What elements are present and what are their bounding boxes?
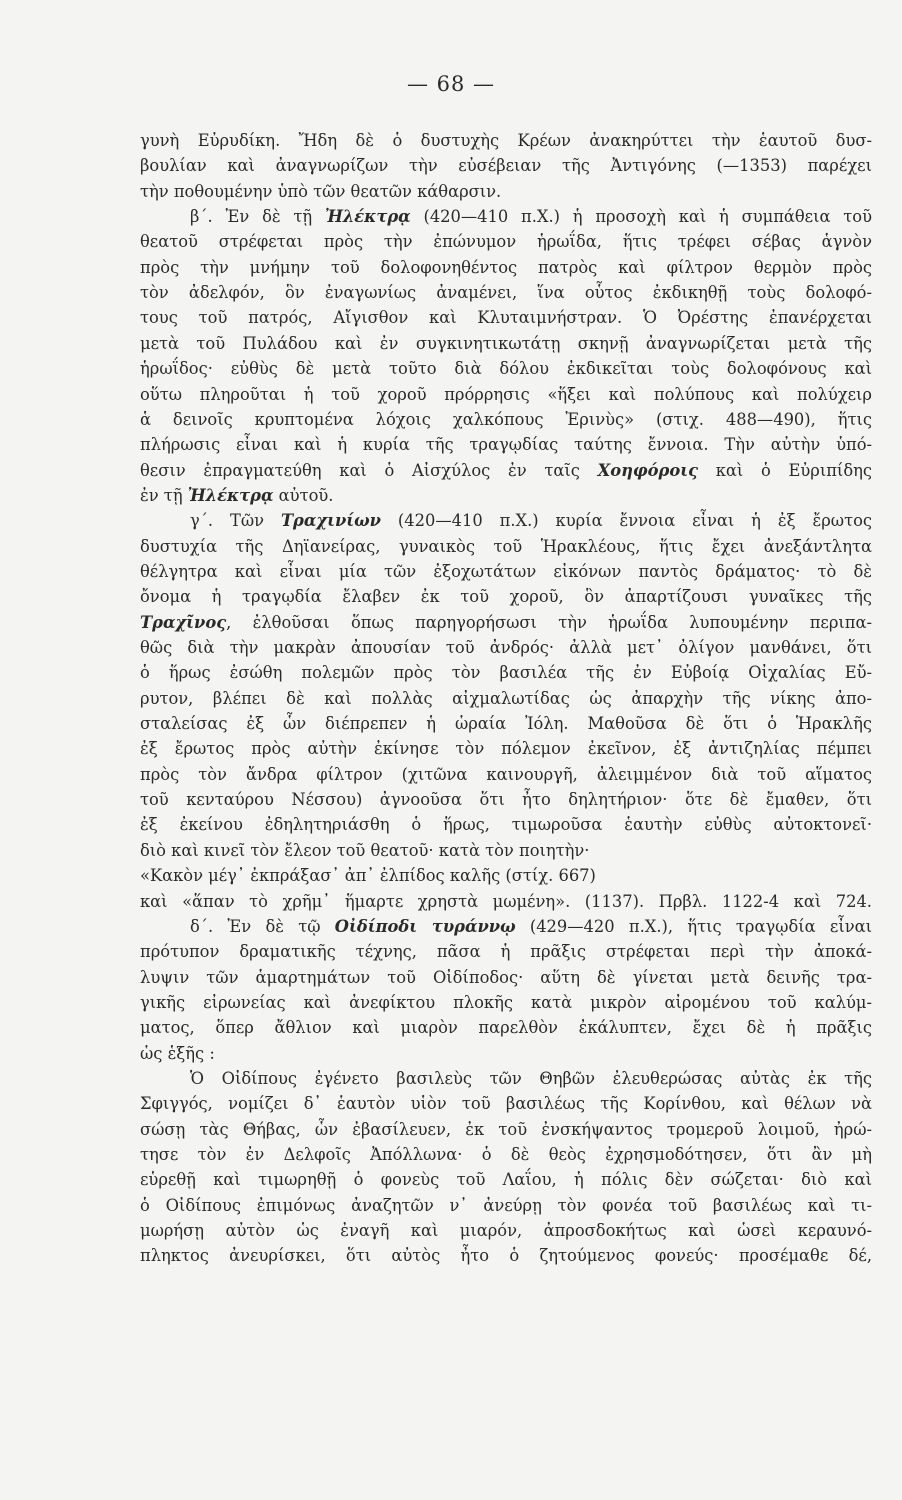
text-line: οὕτω πληροῦται ἡ τοῦ χοροῦ πρόρρησις «ἥξει καὶ πολύπους καὶ πολύχειρ <box>140 384 872 404</box>
text-line: «Κακὸν μέγ᾽ ἐκπράξασ᾽ ἀπ᾽ ἐλπίδος καλῆς (στίχ. 667) <box>140 866 596 886</box>
text-line: ἁ δεινοῖς κρυπτομένα λόχοις χαλκόπους Ἐρινὺς» (στιχ. 488—490), ἥτις <box>140 409 872 429</box>
text-line: δυστυχία τῆς Δηϊανείρας, γυναικὸς τοῦ Ἡρακλέους, ἥτις ἔχει ἀνεξάντλητα <box>140 536 872 556</box>
text-line: πλήρωσις εἶναι καὶ ἡ κυρία τῆς τραγῳδίας ταύτης ἔννοια. Τὴν αὐτὴν ὑπό- <box>140 435 872 455</box>
text-line: ρυτον, βλέπει δὲ καὶ πολλὰς αἰχμαλωτίδας ὡς ἀπαρχὴν τῆς νίκης ἀπο- <box>140 688 872 708</box>
text-line: τοῦ κενταύρου Νέσσου) ἀγνοοῦσα ὅτι ἦτο δηλητήριον· ὅτε δὲ ἔμαθεν, ὅτι <box>140 790 872 810</box>
text-line: θεατοῦ στρέφεται πρὸς τὴν ἐπώνυμον ἡρωΐδα, ἥτις τρέφει σέβας ἁγνὸν <box>140 232 872 252</box>
text-line: Ὁ Οἰδίπους ἐγένετο βασιλεὺς τῶν Θηβῶν ἐλευθερώσας αὐτὰς ἐκ τῆς <box>190 1068 872 1088</box>
text-line: πρότυπον δραματικῆς τέχνης, πᾶσα ἡ πρᾶξις στρέφεται περὶ τὴν ἀποκά- <box>140 942 872 962</box>
text-line: διὸ καὶ κινεῖ τὸν ἔλεον τοῦ θεατοῦ· κατὰ τὸν ποιητὴν· <box>140 840 590 860</box>
text-line: τὸν ἀδελφόν, ὃν ἐναγωνίως ἀναμένει, ἵνα οὗτος ἐκδικηθῇ τοὺς δολοφό- <box>140 283 872 303</box>
text-line: β΄. Ἐν δὲ τῇ Ἠλέκτρᾳ (420—410 π.Χ.) ἡ προσοχὴ καὶ ἡ συμπάθεια τοῦ <box>190 207 872 227</box>
text-line: γ΄. Τῶν Τραχινίων (420—410 π.Χ.) κυρία ἔννοια εἶναι ἡ ἐξ ἔρωτος <box>190 511 872 531</box>
text-line: ἐξ ἔρωτος πρὸς αὐτὴν ἐκίνησε τὸν πόλεμον ἐκεῖνον, ἐξ ἀντιζηλίας πέμπει <box>140 739 872 759</box>
text-line: καὶ «ἅπαν τὸ χρῆμ᾽ ἥμαρτε χρηστὰ μωμένη». (1137). Πρβλ. 1122-4 καὶ 724. <box>140 891 872 911</box>
text-line: θεσιν ἐπραγματεύθη καὶ ὁ Αἰσχύλος ἐν ταῖς Χοηφόροις καὶ ὁ Εὐριπίδης <box>140 460 872 480</box>
text-line: ἐξ ἐκείνου ἐδηλητηριάσθη ὁ ἥρως, τιμωροῦσα ἑαυτὴν εὐθὺς αὐτοκτονεῖ· <box>140 815 872 835</box>
text-line: ματος, ὅπερ ἄθλιον καὶ μιαρὸν παρελθὸν ἐκάλυπτεν, ἔχει δὲ ἡ πρᾶξις <box>140 1018 872 1038</box>
text-line: Σφιγγός, νομίζει δ᾽ ἑαυτὸν υἱὸν τοῦ βασιλέως τῆς Κορίνθου, καὶ θέλων νὰ <box>140 1094 872 1114</box>
text-line: τὴν ποθουμένην ὑπὸ τῶν θεατῶν κάθαρσιν. <box>140 181 502 201</box>
emphasized-title: Τραχινίων <box>280 511 381 531</box>
text-line: δ΄. Ἐν δὲ τῷ Οἰδίποδι τυράννῳ (429—420 π.Χ.), ἥτις τραγῳδία εἶναι <box>190 916 872 936</box>
text-line: μωρήσῃ αὐτὸν ὡς ἐναγῆ καὶ μιαρόν, ἀπροσδοκήτως καὶ ὡσεὶ κεραυνό- <box>140 1221 872 1241</box>
text-line: πρὸς τὴν μνήμην τοῦ δολοφονηθέντος πατρὸς καὶ φίλτρον θερμὸν πρὸς <box>140 257 872 277</box>
text-line: ὄνομα ἡ τραγῳδία ἔλαβεν ἐκ τοῦ χοροῦ, ὃν ἀπαρτίζουσι γυναῖκες τῆς <box>140 587 872 607</box>
text-line: λυψιν τῶν ἁμαρτημάτων τοῦ Οἰδίποδος· αὕτη δὲ γίνεται μετὰ δεινῆς τρα- <box>140 967 872 987</box>
text-line: Τραχῖνος, ἐλθοῦσαι ὅπως παρηγορήσωσι τὴν ἡρωΐδα λυπουμένην περιπα- <box>140 612 872 632</box>
text-line: πληκτος ἀνευρίσκει, ὅτι αὐτὸς ἦτο ὁ ζητούμενος φονεύς· προσέμαθε δέ, <box>140 1246 872 1266</box>
text-line: ὡς ἑξῆς : <box>140 1043 215 1063</box>
text-line: εὑρεθῇ καὶ τιμωρηθῇ ὁ φονεὺς τοῦ Λαΐου, ἡ πόλις δὲν σώζεται· διὸ καὶ <box>140 1170 872 1190</box>
text-line: πρὸς τὸν ἄνδρα φίλτρον (χιτῶνα καινουργῆ, ἀλειμμένον διὰ τοῦ αἵματος <box>140 764 872 784</box>
text-line: ἐν τῇ Ἠλέκτρᾳ αὐτοῦ. <box>140 485 334 505</box>
text-line: ὁ Οἰδίπους ἐπιμόνως ἀναζητῶν ν᾽ ἀνεύρῃ τὸν φονέα τοῦ βασιλέως καὶ τι- <box>140 1195 872 1215</box>
text-line: τους τοῦ πατρός, Αἴγισθον καὶ Κλυταιμνήστραν. Ὁ Ὀρέστης ἐπανέρχεται <box>140 308 872 328</box>
text-line: σώσῃ τὰς Θήβας, ὧν ἐβασίλευεν, ἐκ τοῦ ἐνσκήψαντος τρομεροῦ λοιμοῦ, ἠρώ- <box>140 1119 872 1139</box>
emphasized-title: Ἠλέκτρᾳ <box>187 485 274 505</box>
text-line: θῶς διὰ τὴν μακρὰν ἀπουσίαν τοῦ ἀνδρός· ἀλλὰ μετ᾽ ὀλίγον μανθάνει, ὅτι <box>140 638 872 657</box>
text-line: ὁ ἥρως ἐσώθη πολεμῶν πρὸς τὸν βασιλέα τῆς ἐν Εὐβοίᾳ Οἰχαλίας Εὔ- <box>140 663 872 683</box>
emphasized-title: Οἰδίποδι τυράννῳ <box>334 916 516 936</box>
emphasized-title: Τραχῖνος <box>140 612 227 632</box>
text-line: γικῆς εἰρωνείας καὶ ἀνεφίκτου πλοκῆς κατὰ μικρὸν αἰρομένου τοῦ καλύμ- <box>140 992 872 1012</box>
page-number: — 68 — <box>406 72 496 96</box>
text-line: ἡρωΐδος· εὐθὺς δὲ μετὰ τοῦτο διὰ δόλου ἐκδικεῖται τοὺς δολοφόνους καὶ <box>140 359 872 379</box>
emphasized-title: Χοηφόροις <box>597 460 698 480</box>
text-line: γυνὴ Εὐρυδίκη. Ἤδη δὲ ὁ δυστυχὴς Κρέων ἀνακηρύττει τὴν ἑαυτοῦ δυσ- <box>140 131 872 150</box>
text-line: μετὰ τοῦ Πυλάδου καὶ ἐν συγκινητικωτάτῃ σκηνῇ ἀναγνωρίζεται μετὰ τῆς <box>140 333 872 353</box>
text-line: βουλίαν καὶ ἀναγνωρίζων τὴν εὐσέβειαν τῆς Ἀντιγόνης (—1353) παρέχει <box>140 156 872 176</box>
text-line: τησε τὸν ἐν Δελφοῖς Ἀπόλλωνα· ὁ δὲ θεὸς ἐχρησμοδότησεν, ὅτι ἂν μὴ <box>140 1145 872 1164</box>
text-line: σταλείσας ἐξ ὧν διέπρεπεν ἡ ὡραία Ἰόλη. Μαθοῦσα δὲ ὅτι ὁ Ἡρακλῆς <box>140 714 872 734</box>
text-line: θέλγητρα καὶ εἶναι μία τῶν ἐξοχωτάτων εἰκόνων παντὸς δράματος· τὸ δὲ <box>140 561 872 581</box>
emphasized-title: Ἠλέκτρᾳ <box>324 207 411 227</box>
